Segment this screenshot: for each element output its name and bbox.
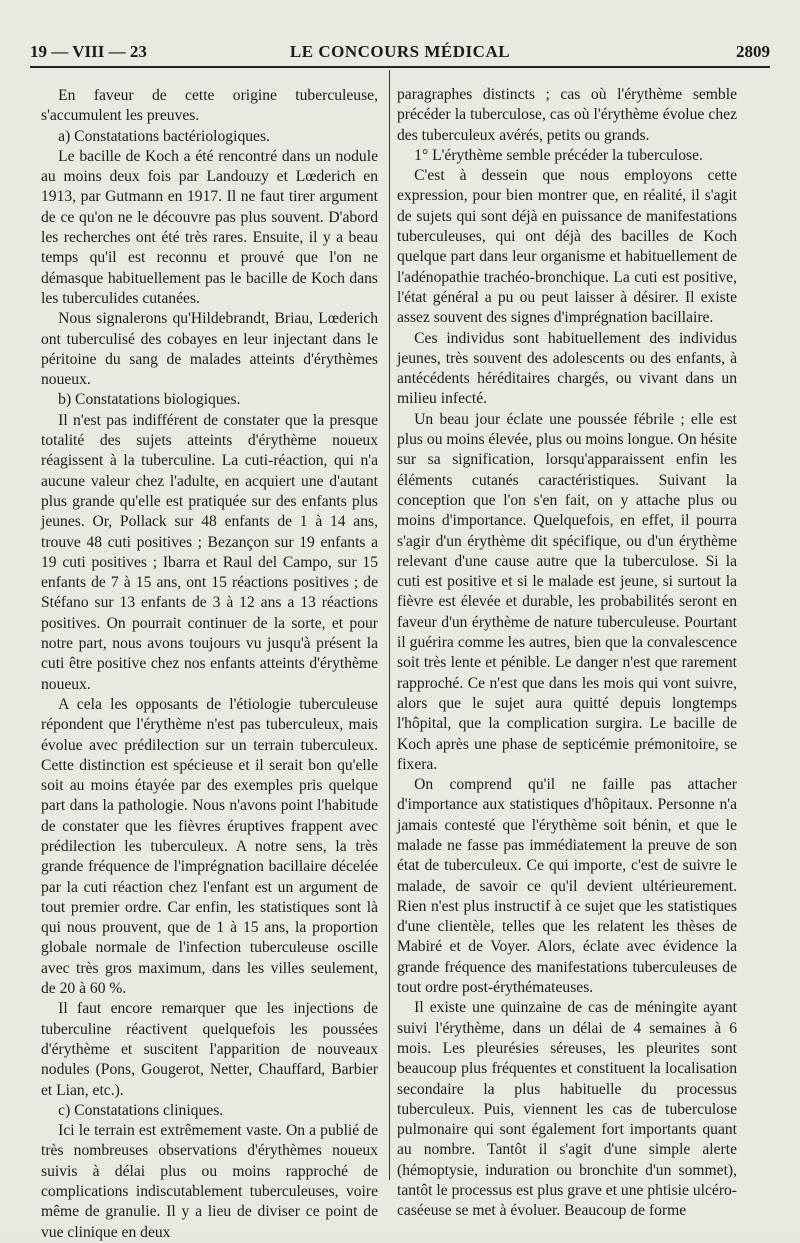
section-heading: 1° L'érythème semble précéder la tuberculose. xyxy=(414,146,703,164)
column-divider xyxy=(389,70,390,1180)
paragraph: Il faut encore remarquer que les injections de tuberculine réactivent quelquefois les poussées d'érythème et suscitent l'apparition de nouveaux nodules (Pons, Gougerot, Netter, Chauffard, Barbier et Lian, etc.). xyxy=(41,1000,378,1099)
paragraph: C'est à dessein que nous employons cette expression, pour bien montrer que, en réalité, il s'agit de sujets qui sont déjà en puissance de manifestations tuberculeuses, qui ont déjà des bacilles de Koch quelque part dans leur organisme et habituellement de l'adénopathie trachéo-bronchique. La cuti est positive, l'état général a pu ou peut laisser à désirer. Il existe assez souvent des signes d'imprégnation bacillaire. xyxy=(397,167,737,327)
paragraph: A cela les opposants de l'étiologie tuberculeuse répondent que l'érythème n'est pas tuberculeux, mais évolue avec prédilection sur un terrain tuberculeux. Cette distinction est spécieuse et il serait bon qu'elle soit au moins étayée par des exemples pris quelque part dans la pathologie. Nous n'avons point l'habitude de constater que les fièvres éruptives frappent avec prédilection les tuberculeux. A notre sens, la très grande fréquence de l'imprégnation bacillaire décelée par la cuti réaction chez l'enfant est un argument de tout premier ordre. Car enfin, les statistiques sont là qui nous prouvent, que de 1 à 15 ans, la proportion globale normale de l'infection tuberculeuse oscille avec très gros maximum, dans les villes seulement, de 20 à 60 %. xyxy=(41,695,378,998)
page-number: 2809 xyxy=(736,42,770,61)
paragraph: Le bacille de Koch a été rencontré dans un nodule au moins deux fois par Landouzy et Lœderich en 1913, par Gutmann en 1917. Il ne faut tirer argument de ce qu'on ne le découvre pas plus souvent. D'abord les recherches ont été très rares. Ensuite, il y a beau temps qu'il est reconnu et prouvé que l'on ne démasque habituellement pas le bacille de Koch dans les tuberculides cutanées. xyxy=(41,147,378,307)
paragraph: Ces individus sont habituellement des individus jeunes, très souvent des adolescents ou des enfants, à antécédents héréditaires chargés, ou vivant dans un milieu infecté. xyxy=(397,329,737,408)
header-rule xyxy=(30,66,770,68)
section-heading: a) Constatations bactériologiques. xyxy=(58,127,270,145)
section-heading: c) Constatations cliniques. xyxy=(58,1101,224,1119)
paragraph: Il n'est pas indifférent de constater que la presque totalité des sujets atteints d'érythème noueux réagissent à la tuberculine. La cuti-réaction, qui n'a aucune valeur chez l'adulte, en acquiert une d'autant plus grande qu'elle est pratiquée sur des enfants plus jeunes. Or, Pollack sur 48 enfants de 1 à 14 ans, trouve 48 cuti positives ; Bezançon sur 19 enfants a 19 cuti positives ; Ibarra et Raul del Campo, sur 15 enfants de 7 à 15 ans, ont 15 réactions positives ; de Stéfano sur 13 enfants de 3 à 12 ans a 13 réactions positives. On pourrait continuer de la sorte, et pour notre part, nous avons toujours vu jusqu'à présent la cuti être positive chez nos enfants atteints d'érythème noueux. xyxy=(41,411,378,693)
paragraph: Nous signalerons qu'Hildebrandt, Briau, Lœderich ont tuberculisé des cobayes en leur injectant dans le péritoine du sang de malades atteints d'érythèmes noueux. xyxy=(41,310,378,389)
paragraph: Il existe une quinzaine de cas de méningite ayant suivi l'érythème, dans un délai de 4 semaines à 6 mois. Les pleurésies séreuses, les pleurites sont beaucoup plus fréquentes et constituent la localisation secondaire la plus habituelle du processus tuberculeux. Puis, viennent les cas de tuberculose pulmonaire qui sont également fort importants quant au nombre. Tantôt il s'agit d'une simple alerte (hémoptysie, induration ou bronchite d'un sommet), tantôt le processus est plus grave et une phtisie ulcéro-caséeuse se met à évoluer. Beaucoup de forme xyxy=(397,999,737,1220)
section-heading: b) Constatations biologiques. xyxy=(58,391,241,409)
page-reference: 19 — VIII — 23 xyxy=(30,42,147,61)
paragraph: En faveur de cette origine tuberculeuse, s'accumulent les preuves. xyxy=(41,87,378,125)
paragraph: Ici le terrain est extrêmement vaste. On a publié de très nombreuses observations d'érythèmes noueux suivis à délai plus ou moins rapproché de complications indiscutablement tuberculeuses, voire même de granulie. Il y a lieu de diviser ce point de vue clinique en deux xyxy=(41,1122,378,1241)
left-column xyxy=(41,86,378,1243)
journal-title: LE CONCOURS MÉDICAL xyxy=(289,42,511,61)
page-header xyxy=(30,42,770,66)
paragraph: paragraphes distincts ; cas où l'érythème semble précéder la tuberculose, cas où l'érythème évolue chez des tuberculeux avérés, petits ou grands. xyxy=(397,86,737,144)
paragraph: On comprend qu'il ne faille pas attacher d'importance aux statistiques d'hôpitaux. Personne n'a jamais contesté que l'érythème soit bénin, et que le malade ne fasse pas immédiatement la preuve de son état de tuberculeux. Ce qui importe, c'est de suivre le malade, de savoir ce qu'il devient ultérieurement. Rien n'est plus instructif à ce sujet que les statistiques d'une clientèle, telles que les relatent les thèses de Mabiré et de Voyer. Alors, éclate avec évidence la grande fréquence des manifestations tuberculeuses de tout ordre post-érythémateuses. xyxy=(397,776,737,997)
right-column xyxy=(397,85,737,1222)
paragraph: Un beau jour éclate une poussée fébrile ; elle est plus ou moins élevée, plus ou moins longue. On hésite sur sa signification, lorsqu'apparaissent enfin les éléments cutanés caractéristiques. Suivant la conception que l'on s'en fait, on y attache plus ou moins d'importance. Quelquefois, en effet, il pourra s'agir d'un érythème dit spécifique, ou d'un érythème relevant d'une cause autre que la tuberculose. Si la cuti est positive et si le malade est jeune, si surtout la fièvre est élevée et durable, les probabilités seront en faveur d'un érythème de nature tuberculeuse. Pourtant il guérira comme les autres, bien que la convalescence soit très lente et pénible. Le danger n'est que rarement rapproché. Ce n'est que dans les mois qui vont suivre, alors que le sujet aura quitté depuis longtemps l'hôpital, que la complication surgira. Le bacille de Koch après une phase de septicémie prémonitoire, se fixera. xyxy=(397,410,737,773)
